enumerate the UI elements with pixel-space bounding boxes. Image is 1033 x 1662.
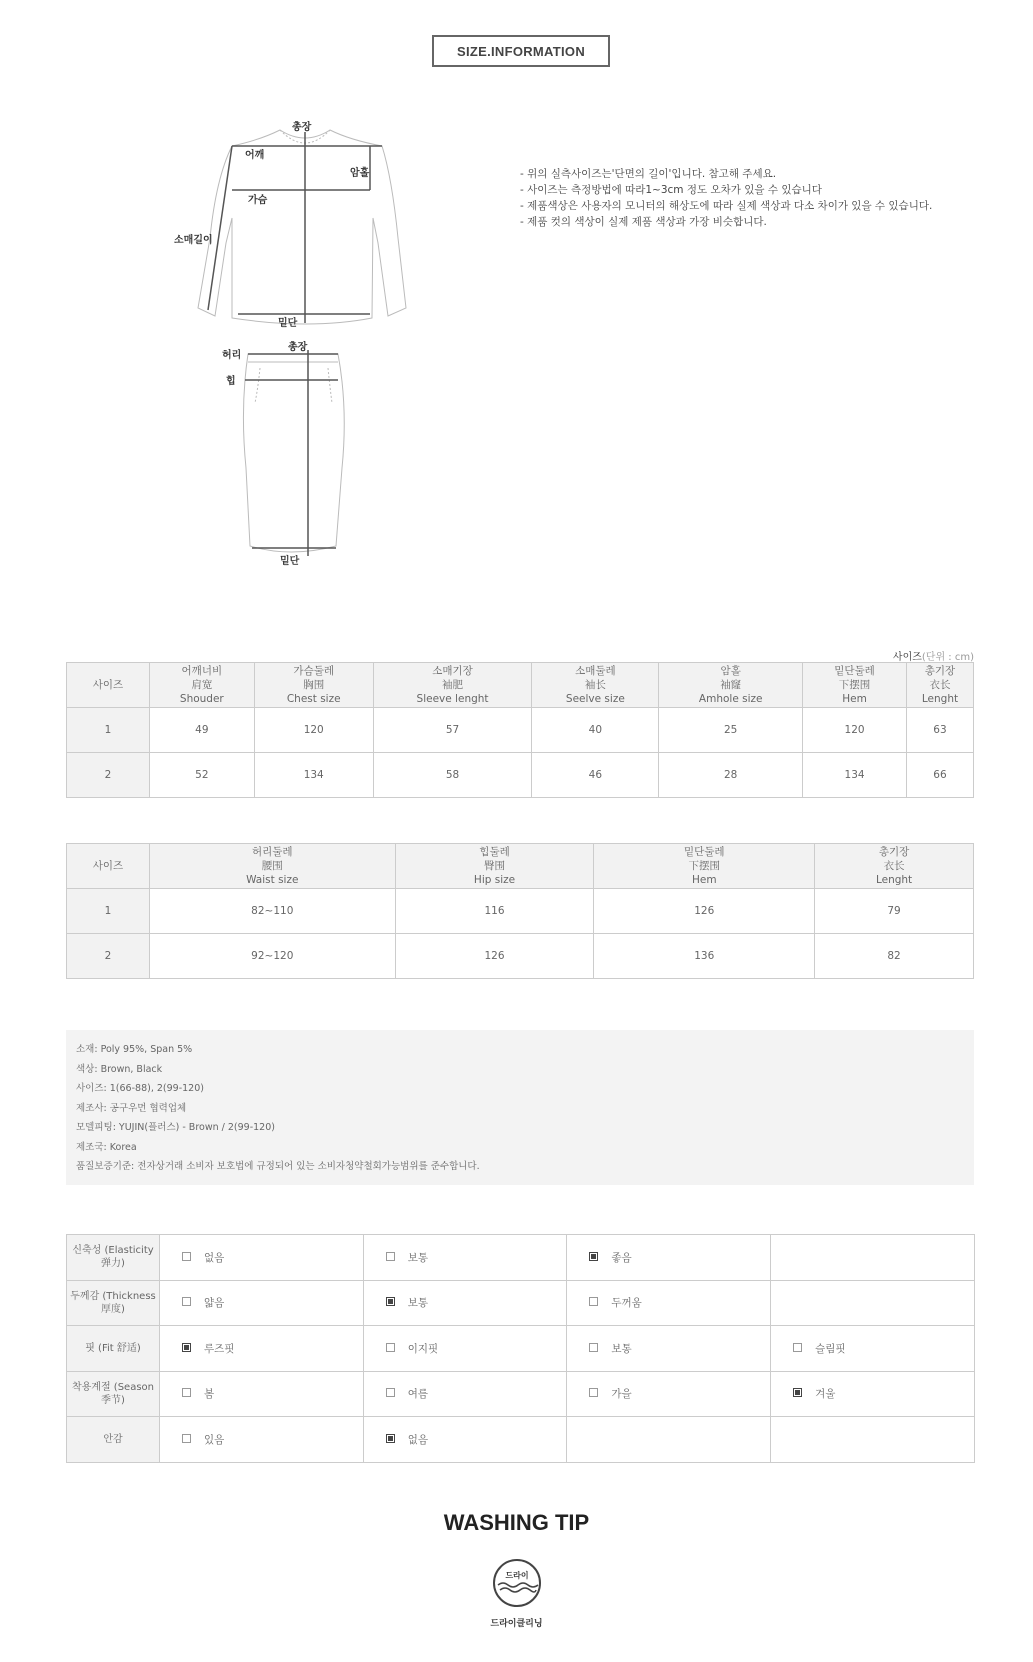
checkbox-unchecked-icon [589, 1388, 598, 1397]
note-line: - 사이즈는 측정방법에 따라1~3cm 정도 오차가 있을 수 있습니다 [520, 184, 822, 196]
bottom_table-header-cell [149, 844, 395, 889]
table-cell: 52 [149, 753, 254, 798]
info-line: 제조사: 공구우먼 협력업체 [76, 1102, 187, 1114]
property-option-cell [160, 1280, 364, 1326]
table-cell: 49 [149, 708, 254, 753]
top_table-header-cell [67, 663, 150, 708]
table-cell: 63 [906, 708, 973, 753]
label-top-hem: 밑단 [278, 318, 298, 329]
header-text: 肩宽 [191, 679, 213, 691]
header-text: 힙둘레 [479, 846, 510, 858]
header-text: Hem [842, 693, 867, 705]
property-option-label: 이지핏 [407, 1342, 439, 1355]
property-option-cell [363, 1417, 567, 1463]
header-text: 밑단둘레 [683, 846, 725, 858]
note-line: - 제품 컷의 색상이 실제 제품 색상과 가장 비슷합니다. [520, 216, 767, 228]
property-option-cell [160, 1326, 364, 1372]
table-cell: 116 [395, 889, 594, 934]
table-cell: 134 [803, 753, 907, 798]
header-text: Seelve size [565, 693, 625, 705]
header-text: 소매둘레 [575, 665, 616, 677]
property-option-cell [771, 1235, 975, 1281]
table-cell: 82 [815, 934, 974, 979]
table-row [67, 753, 974, 798]
label-skirt-total: 총장 [288, 342, 308, 353]
header-text: 가슴둘레 [293, 665, 334, 677]
checkbox-unchecked-icon [182, 1434, 191, 1443]
property-option-label: 있음 [204, 1433, 225, 1446]
info-line: 소재: Poly 95%, Span 5% [76, 1044, 193, 1055]
checkbox-unchecked-icon [793, 1343, 802, 1352]
bottom_table-header-cell [594, 844, 815, 889]
top_table-header-cell [149, 663, 254, 708]
table-cell: 126 [594, 889, 815, 934]
info-line: 제조국: Korea [76, 1141, 137, 1153]
header-text: Shouder [179, 693, 224, 705]
header-text: 사이즈 [92, 679, 124, 691]
property-option-cell [363, 1280, 567, 1326]
header-text: 下摆围 [838, 679, 871, 691]
table-cell: 92~120 [149, 934, 395, 979]
label-top-total: 총장 [292, 122, 312, 133]
top_table-header-cell [373, 663, 532, 708]
dry-clean-icon-text: 드라이 [505, 1571, 529, 1580]
size-information-title: SIZE.INFORMATION [432, 35, 610, 67]
table-cell: 57 [373, 708, 532, 753]
property-option-cell [567, 1417, 771, 1463]
property-option-cell [363, 1326, 567, 1372]
header-text: 腰围 [261, 860, 283, 872]
header-text: Sleeve lenght [416, 693, 489, 705]
checkbox-checked-icon [386, 1434, 395, 1443]
checkbox-unchecked-icon [182, 1252, 191, 1261]
table-cell: 46 [532, 753, 659, 798]
skirt-outline [243, 354, 344, 552]
table-row [67, 708, 974, 753]
top_table-header-row [67, 663, 974, 708]
size-notes [520, 166, 960, 230]
label-armhole: 암홀 [350, 168, 370, 179]
garment-diagram-svg [160, 118, 410, 598]
top-size-table [66, 662, 974, 798]
property-option-label: 얇음 [204, 1297, 225, 1310]
property-row [67, 1326, 975, 1372]
table-cell: 2 [67, 753, 150, 798]
property-option-label: 좋음 [611, 1251, 632, 1264]
property-option-cell [771, 1417, 975, 1463]
table-cell: 134 [254, 753, 373, 798]
top_table-header-cell [906, 663, 973, 708]
unit-label-cm: (단위 : cm) [921, 652, 974, 663]
checkbox-unchecked-icon [182, 1297, 191, 1306]
header-text: 胸围 [303, 679, 325, 691]
property-label: 착용계절 (Season 季节) [67, 1371, 160, 1417]
washing-tip-title: WASHING TIP [443, 1510, 590, 1535]
property-label: 핏 (Fit 舒适) [67, 1326, 160, 1372]
header-text: 袖长 [584, 679, 606, 691]
top-measure-lines [208, 132, 382, 323]
table-cell: 120 [803, 708, 907, 753]
property-option-cell [771, 1326, 975, 1372]
label-shoulder: 어깨 [245, 150, 265, 161]
property-row [67, 1280, 975, 1326]
checkbox-checked-icon [386, 1297, 395, 1306]
table-cell: 1 [67, 889, 150, 934]
property-option-label: 루즈핏 [204, 1342, 235, 1355]
property-option-label: 겨울 [815, 1388, 836, 1401]
header-text: 衣长 [883, 860, 905, 872]
top_table-header-cell [254, 663, 373, 708]
header-text: 총기장 [878, 846, 910, 858]
top_table-header-cell [659, 663, 803, 708]
table-cell: 25 [659, 708, 803, 753]
checkbox-unchecked-icon [589, 1297, 598, 1306]
table-cell: 120 [254, 708, 373, 753]
header-text: 袖肥 [442, 679, 464, 691]
property-option-cell [363, 1235, 567, 1281]
checkbox-unchecked-icon [182, 1388, 191, 1397]
property-option-cell [363, 1371, 567, 1417]
table-row [67, 934, 974, 979]
header-text: 밑단둘레 [834, 665, 875, 677]
property-option-label: 봄 [204, 1388, 215, 1401]
header-text: Chest size [286, 693, 341, 705]
property-option-label: 없음 [204, 1251, 225, 1264]
garment-diagram [160, 118, 410, 598]
property-option-label: 보통 [407, 1297, 428, 1310]
label-chest: 가슴 [248, 195, 268, 206]
info-line: 색상: Brown, Black [76, 1063, 163, 1075]
property-row [67, 1235, 975, 1281]
property-option-cell [160, 1371, 364, 1417]
table-cell: 2 [67, 934, 150, 979]
table-cell: 82~110 [149, 889, 395, 934]
info-line: 품질보증기준: 전자상거래 소비자 보호법에 규정되어 있는 소비자청약철회가능범위를 준수합니다. [76, 1161, 480, 1172]
bottom_table-header-cell [815, 844, 974, 889]
property-row [67, 1371, 975, 1417]
top_table-header-cell [532, 663, 659, 708]
product-info-box [66, 1030, 974, 1185]
dry-clean-label: 드라이클리닝 [490, 1619, 543, 1629]
checkbox-checked-icon [793, 1388, 802, 1397]
property-option-label: 슬림핏 [815, 1342, 846, 1355]
property-option-cell [771, 1371, 975, 1417]
header-text: Lenght [875, 874, 913, 886]
label-hip: 힙 [226, 376, 236, 387]
property-option-cell [771, 1280, 975, 1326]
property-label: 두께감 (Thickness 厚度) [67, 1280, 160, 1326]
header-text: 사이즈 [92, 860, 124, 872]
header-text: 下摆围 [688, 860, 721, 872]
property-option-label: 여름 [407, 1388, 428, 1401]
checkbox-unchecked-icon [386, 1388, 395, 1397]
info-line: 사이즈: 1(66-88), 2(99-120) [76, 1083, 204, 1094]
property-option-cell [567, 1326, 771, 1372]
property-option-cell [567, 1280, 771, 1326]
note-line: - 제품색상은 사용자의 모니터의 해상도에 따라 실제 색상과 다소 차이가 있을 수 있습니다. [520, 200, 933, 212]
label-sleeve: 소매길이 [174, 235, 213, 246]
header-text: 衣长 [929, 679, 951, 691]
header-text: 臀围 [484, 860, 506, 872]
label-skirt-hem: 밑단 [280, 556, 300, 567]
header-text: Hem [691, 874, 717, 886]
checkbox-checked-icon [182, 1343, 191, 1352]
checkbox-unchecked-icon [386, 1343, 395, 1352]
property-option-label: 가을 [611, 1388, 632, 1401]
property-option-cell [567, 1235, 771, 1281]
header-text: Waist size [246, 874, 299, 886]
table-row [67, 889, 974, 934]
table-cell: 28 [659, 753, 803, 798]
property-option-label: 없음 [407, 1433, 428, 1446]
checkbox-unchecked-icon [386, 1252, 395, 1261]
fabric-properties-table [66, 1234, 975, 1463]
property-option-cell [160, 1417, 364, 1463]
header-text: 어깨너비 [181, 665, 223, 677]
property-option-cell [567, 1371, 771, 1417]
label-waist: 허리 [222, 350, 242, 361]
table-cell: 79 [815, 889, 974, 934]
dry-clean-icon [492, 1558, 542, 1608]
bottom_table-header-cell [395, 844, 594, 889]
top-garment-outline [198, 130, 406, 324]
header-text: 총기장 [924, 665, 956, 677]
property-label: 안감 [67, 1417, 160, 1463]
header-text: Lenght [921, 693, 959, 705]
header-text: 암홀 [720, 665, 741, 677]
bottom-size-table [66, 843, 974, 979]
header-text: 袖窿 [720, 679, 742, 691]
table-cell: 126 [395, 934, 594, 979]
property-row [67, 1417, 975, 1463]
table-cell: 66 [906, 753, 973, 798]
header-text: 소매기장 [432, 665, 473, 677]
checkbox-checked-icon [589, 1252, 598, 1261]
property-option-label: 보통 [611, 1342, 632, 1355]
info-line: 모델피팅: YUJIN(플러스) - Brown / 2(99-120) [76, 1122, 275, 1133]
header-text: Amhole size [698, 693, 763, 705]
bottom_table-header-cell [67, 844, 150, 889]
header-text: 허리둘레 [251, 846, 293, 858]
note-line: - 위의 실측사이즈는'단면의 길이'입니다. 참고해 주세요. [520, 168, 777, 180]
top_table-header-cell [803, 663, 907, 708]
checkbox-unchecked-icon [589, 1343, 598, 1352]
property-option-label: 두꺼움 [611, 1297, 642, 1310]
unit-label-size: 사이즈 [892, 652, 922, 663]
table-cell: 40 [532, 708, 659, 753]
header-text: Hip size [473, 874, 516, 886]
table-cell: 1 [67, 708, 150, 753]
property-option-cell [160, 1235, 364, 1281]
table-cell: 136 [594, 934, 815, 979]
property-option-label: 보통 [407, 1251, 428, 1264]
table-cell: 58 [373, 753, 532, 798]
property-label: 신축성 (Elasticity 弹力) [67, 1235, 160, 1281]
bottom_table-header-row [67, 844, 974, 889]
unit-label [893, 648, 974, 663]
